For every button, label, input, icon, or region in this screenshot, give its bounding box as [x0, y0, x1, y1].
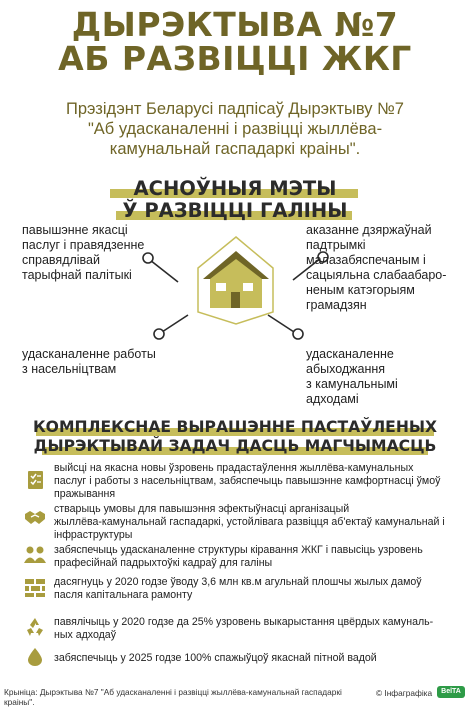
water-drop-icon — [28, 648, 42, 666]
task-item-6: забяспечыць у 2025 годзе 100% спажыўцоў якаснай пітной вадой — [54, 652, 377, 664]
footer-credit: © Інфаграфіка — [376, 688, 433, 698]
intro-line-3: камунальнай гаспадаркі краіны". — [109, 140, 361, 158]
task-item-2: стварыць умовы для павышэння эфектыўнасці арганізацый жыллёва-камунальнай гаспадаркі, устойлівага развіцця аб'ектаў камунальнай і інфраструктуры — [54, 503, 445, 541]
goals-heading-line-2: Ў РАЗВІЦЦІ ГАЛІНЫ — [122, 199, 348, 222]
tasks-heading-line-2: ДЫРЭКТЫВАЙ ЗАДАЧ ДАСЦЬ МАГЧЫМАСЦЬ — [33, 437, 437, 455]
task-item-5: павялічыць у 2020 годзе да 25% узровень выкарыстання цвёрдых камуналь- ных адходаў — [54, 616, 434, 641]
belta-logo: BelTA — [437, 686, 465, 698]
footer-source: Крыніца: Дырэктыва №7 "Аб удасканаленні і развіцці жыллёва-камунальнай гаспадаркі краіны". — [4, 687, 342, 707]
page-title-line-1: ДЫРЭКТЫВА №7 — [71, 5, 399, 44]
goal-bottom-left: удасканаленне работы з насельніцтвам — [22, 347, 156, 376]
house-icon — [203, 251, 269, 308]
handshake-icon — [24, 508, 46, 526]
recycle-icon — [25, 617, 45, 637]
task-item-3: забяспечыць удасканаленне структуры кіравання ЖКГ і павысіць узровень прафесійнай падрыхтоўкі кадраў для галіны — [54, 544, 423, 569]
tasks-heading-line-1: КОМПЛЕКСНАЕ ВЫРАШЭННЕ ПАСТАЎЛЕНЫХ — [32, 418, 438, 436]
intro-line-1: Прэзідэнт Беларусі падпісаў Дырэктыву №7 — [66, 100, 404, 118]
goal-bottom-right: удасканаленне абыходжання з камунальнымі адходамі — [306, 347, 398, 406]
goal-top-left: павышэнне якасці паслуг і правядзенне справядлівай тарыфнай палітыкі — [22, 223, 145, 282]
people-icon — [24, 545, 46, 565]
task-item-1: выйсці на якасна новы ўзровень прадастаўлення жыллёва-камунальных паслуг і работы з насельніцтвам, забяспечыць павышэнне камфортнасці ўмоў пражывання — [54, 462, 441, 500]
intro-line-2: "Аб удасканаленні і развіцці жыллёва- — [87, 120, 383, 138]
page-title-line-2: АБ РАЗВІЦЦІ ЖКГ — [58, 39, 412, 78]
task-item-4: дасягнуць у 2020 годзе ўводу 3,6 млн кв.м агульнай плошчы жылых дамоў пасля капітальнага рамонту — [54, 576, 422, 601]
checklist-icon — [26, 470, 46, 490]
goal-top-right: аказанне дзяржаўнай падтрымкі малазабяспечаным і сацыяльна слабаабаро- неным катэгорыям грамадзян — [306, 223, 447, 312]
bricks-icon — [24, 578, 46, 598]
goals-heading-line-1: АСНОЎНЫЯ МЭТЫ — [133, 177, 337, 200]
